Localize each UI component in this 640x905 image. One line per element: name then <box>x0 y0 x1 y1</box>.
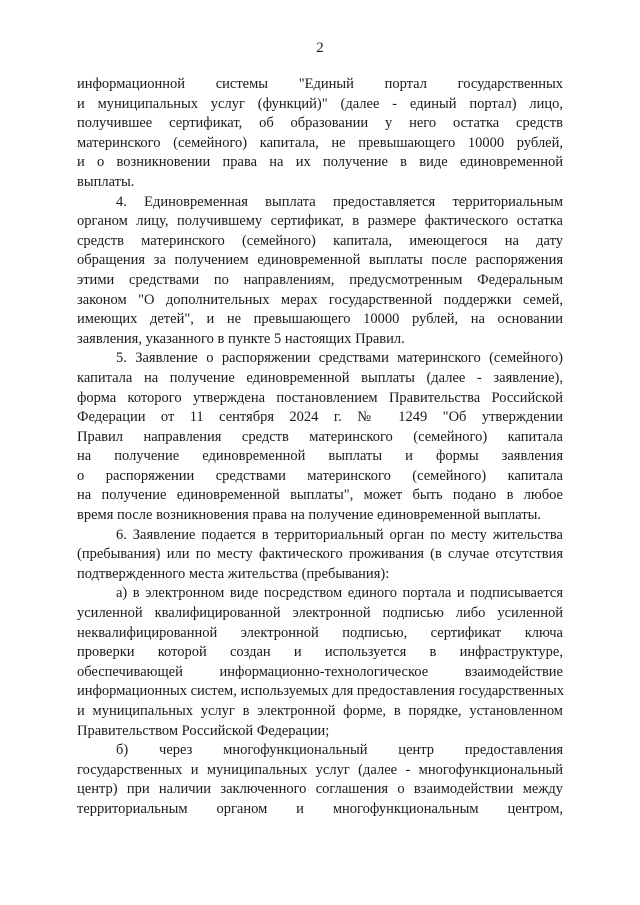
text-line: подтвержденного места жительства (пребывания): <box>77 565 390 582</box>
text-line: информационных систем, используемых для предоставления государственных <box>77 683 565 700</box>
text-line: на получение единовременной выплаты и формы заявления <box>77 448 563 465</box>
text-line: о распоряжении средствами материнского (семейного) капитала <box>77 467 563 484</box>
text-line: государственных и муниципальных услуг (далее - многофункциональный <box>77 761 563 778</box>
text-line: Федерации от 11 сентября 2024 г. № 1249 "Об утверждении <box>77 409 563 426</box>
text-line: органом лицу, получившему сертификат, в размере фактического остатка <box>77 213 563 230</box>
document-body <box>77 75 563 820</box>
text-line: проверки которой создан и используется в инфраструктуре, <box>77 644 563 661</box>
paragraph-item-6b <box>77 741 563 819</box>
text-line: и о возникновении права на их получение в виде единовременной <box>77 154 563 171</box>
paragraph-item-6 <box>77 526 563 585</box>
text-line: неквалифицированной электронной подписью, сертификат ключа <box>77 624 563 641</box>
text-line: 4. Единовременная выплата предоставляется территориальным <box>116 193 563 210</box>
text-line: выплаты. <box>77 173 135 190</box>
text-line: информационной системы "Единый портал государственных <box>77 76 563 92</box>
paragraph-continued <box>77 75 563 193</box>
text-line: имеющих детей", и не превышающего 10000 рублей, на основании <box>77 311 563 328</box>
text-line: материнского (семейного) капитала, не превышающего 10000 рублей, <box>77 134 563 151</box>
page-number: 2 <box>316 40 324 56</box>
text-line: время после возникновения права на получение единовременной выплаты. <box>77 507 542 524</box>
text-line: Правил направления средств материнского (семейного) капитала <box>77 428 563 445</box>
text-line: Правительством Российской Федерации; <box>77 722 330 739</box>
paragraph-item-6a <box>77 584 563 741</box>
text-line: 6. Заявление подается в территориальный орган по месту жительства <box>116 526 563 543</box>
text-line: центр) при наличии заключенного соглашения о взаимодействии между <box>77 781 563 798</box>
text-line: средств материнского (семейного) капитала, имеющегося на дату <box>77 232 563 249</box>
text-line: на получение единовременной выплаты", может быть подано в любое <box>77 487 563 504</box>
text-line: обеспечивающей информационно-технологическое взаимодействие <box>77 663 563 680</box>
text-line: этими средствами по направлениям, предусмотренным Федеральным <box>77 271 563 288</box>
text-line: получившее сертификат, об образовании у него остатка средств <box>77 115 563 132</box>
text-line: заявления, указанного в пункте 5 настоящих Правил. <box>77 330 405 347</box>
text-line: капитала на получение единовременной выплаты (далее - заявление), <box>77 369 563 386</box>
text-line: обращения за получением единовременной выплаты после распоряжения <box>77 252 563 269</box>
text-line: 5. Заявление о распоряжении средствами материнского (семейного) <box>116 350 563 367</box>
text-line: б) через многофункциональный центр предоставления <box>116 742 563 759</box>
paragraph-item-5 <box>77 349 563 525</box>
text-line: и муниципальных услуг в электронной форме, в порядке, установленном <box>77 703 563 719</box>
text-line: законом "О дополнительных мерах государственной поддержки семей, <box>77 291 563 308</box>
text-line: а) в электронном виде посредством единого портала и подписывается <box>116 585 563 602</box>
text-line: форма которого утверждена постановлением Правительства Российской <box>77 389 563 406</box>
text-line: территориальным органом и многофункциональным центром, <box>77 800 563 817</box>
text-line: (пребывания) или по месту фактического проживания (в случае отсутствия <box>77 546 563 563</box>
text-line: и муниципальных услуг (функций)" (далее - единый портал) лицо, <box>77 95 563 112</box>
text-line: усиленной квалифицированной электронной подписью либо усиленной <box>77 605 563 622</box>
paragraph-item-4 <box>77 193 563 350</box>
